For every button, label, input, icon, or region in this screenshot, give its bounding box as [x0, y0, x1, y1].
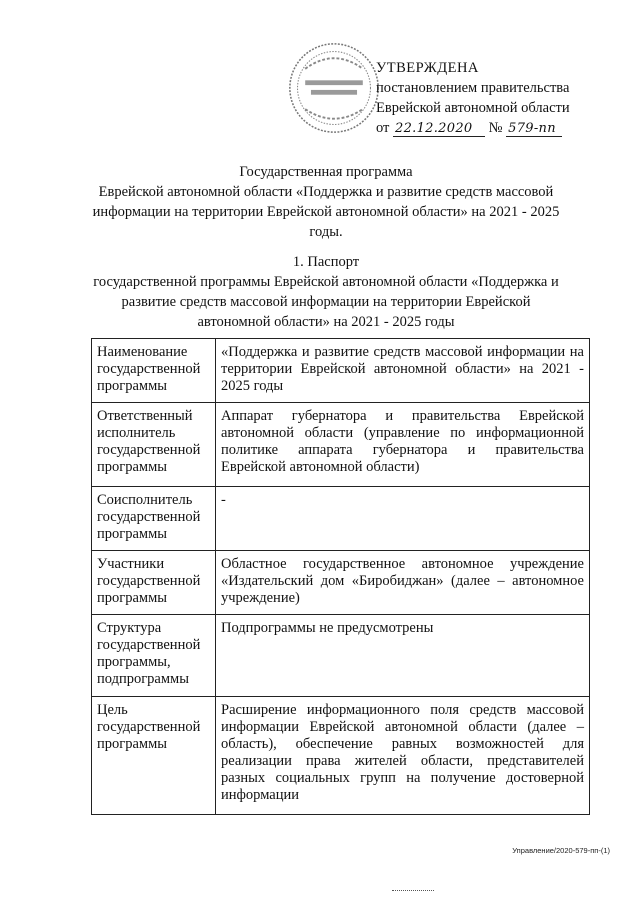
program-title-line-4: годы. — [309, 224, 343, 240]
number-prefix: № — [488, 120, 503, 136]
passport-table — [91, 338, 590, 815]
table-row — [92, 403, 590, 487]
row-label: Цель государственной программы — [92, 697, 216, 815]
table-row — [92, 487, 590, 551]
row-value: «Поддержка и развитие средств массовой информации на территории Еврейской автономной области» на 2021 - 2025 годы — [216, 339, 590, 403]
program-title-line-2: Еврейской автономной области «Поддержка и развитие средств массовой — [98, 184, 554, 200]
date-prefix: от — [376, 120, 390, 136]
row-label: Наименование государственной программы — [92, 339, 216, 403]
program-title-line-3: информации на территории Еврейской автономной области» на 2021 - 2025 — [92, 204, 560, 220]
passport-heading — [60, 252, 592, 332]
row-label: Участники государственной программы — [92, 551, 216, 615]
approval-date: 22.12.2020 — [393, 122, 485, 137]
passport-heading-line-3: развитие средств массовой информации на территории Еврейской — [121, 294, 531, 310]
approval-title: УТВЕРЖДЕНА — [376, 60, 479, 76]
passport-heading-line-4: автономной области» на 2021 - 2025 годы — [197, 314, 455, 330]
row-value: Аппарат губернатора и правительства Еврейской автономной области (управление по информационной политике аппарата губернатора и правительства Еврейской автономной области) — [216, 403, 590, 487]
approval-line-2: Еврейской автономной области — [376, 100, 570, 116]
table-row — [92, 697, 590, 815]
program-title — [60, 162, 592, 242]
program-title-line-1: Государственная программа — [239, 164, 413, 180]
table-row — [92, 615, 590, 697]
stamp-seal-icon — [286, 40, 382, 136]
approval-number: 579-пп — [506, 122, 562, 137]
row-label: Ответственный исполнитель государственной программы — [92, 403, 216, 487]
table-row — [92, 551, 590, 615]
row-label: Соисполнитель государственной программы — [92, 487, 216, 551]
document-code: Управление/2020-579-пп-(1) — [512, 846, 610, 855]
passport-heading-line-1: 1. Паспорт — [292, 254, 360, 270]
approval-line-1: постановлением правительства — [376, 80, 570, 96]
page-edge-mark — [392, 890, 434, 891]
approval-block — [376, 58, 606, 138]
approval-date-line — [376, 118, 606, 138]
row-label: Структура государственной программы, подпрограммы — [92, 615, 216, 697]
row-value: Областное государственное автономное учреждение «Издательский дом «Биробиджан» (далее – автономное учреждение) — [216, 551, 590, 615]
row-value: Расширение информационного поля средств массовой информации Еврейской автономной области (далее – область), обеспечение равных возможностей для реализации права жителей области, представителей разных социальных групп на получение достоверной информации — [216, 697, 590, 815]
table-row — [92, 339, 590, 403]
passport-heading-line-2: государственной программы Еврейской автономной области «Поддержка и — [93, 274, 559, 290]
row-value: Подпрограммы не предусмотрены — [216, 615, 590, 697]
row-value: - — [216, 487, 590, 551]
